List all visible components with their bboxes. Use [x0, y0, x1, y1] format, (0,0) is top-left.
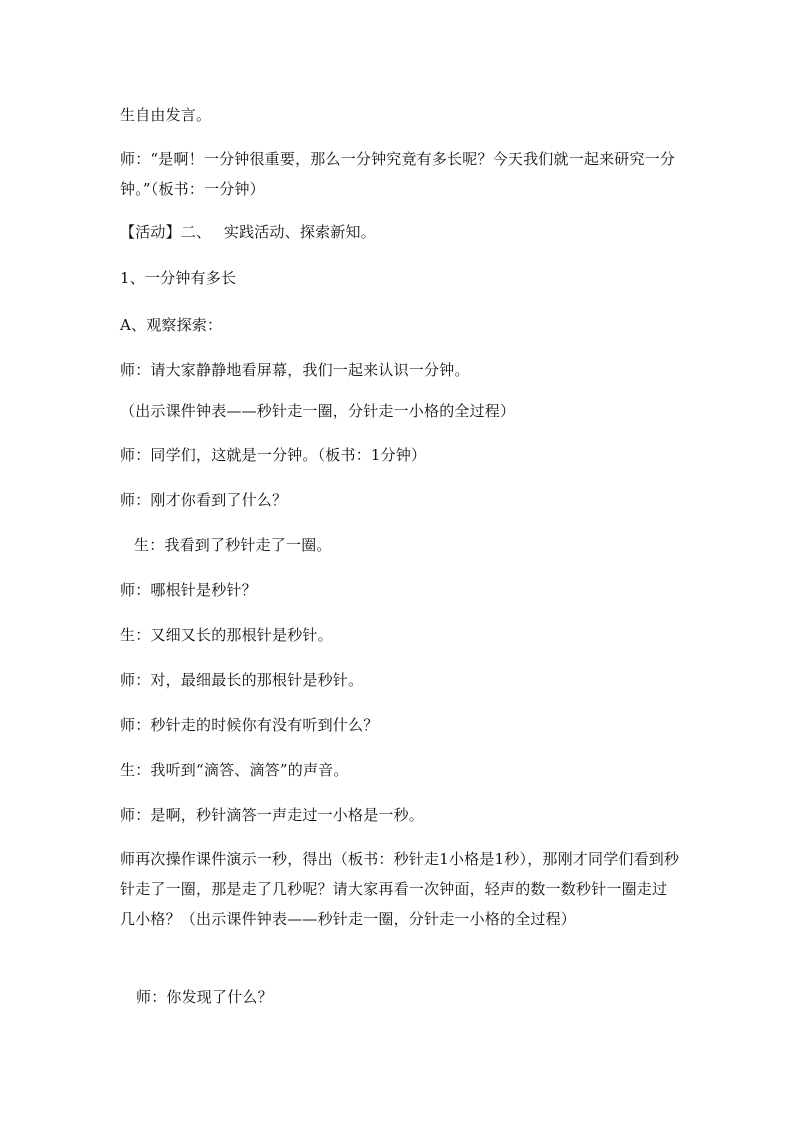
paragraph-4-subheading: 1、一分钟有多长 [120, 269, 237, 287]
paragraph-14: 师：秒针走的时候你有没有听到什么？ [120, 716, 379, 734]
paragraph-11: 师：哪根针是秒针？ [120, 581, 257, 599]
paragraph-1: 生自由发言。 [120, 106, 212, 124]
paragraph-6: 师：请大家静静地看屏幕，我们一起来认识一分钟。 [120, 361, 470, 379]
paragraph-18: 师：你发现了什么？ [136, 988, 273, 1006]
paragraph-12: 生：又细又长的那根针是秒针。 [120, 626, 333, 644]
paragraph-16: 师：是啊，秒针滴答一声走过一小格是一秒。 [120, 806, 425, 824]
paragraph-5: A、观察探索： [120, 316, 223, 334]
paragraph-8: 师：同学们，这就是一分钟。（板书：1分钟） [120, 446, 427, 464]
paragraph-13: 师：对，最细最长的那根针是秒针。 [120, 671, 364, 689]
paragraph-17: 师再次操作课件演示一秒，得出（板书：秒针走1小格是1秒），那刚才同学们看到秒针走了一圈，那是走了几秒呢？请大家再看一次钟面，轻声的数一数秒针一圈走过几小格？（出示课件钟表——秒针走一圈，分针走一小格的全过程） [120, 850, 680, 928]
paragraph-3-heading: 【活动】二、 实践活动、探索新知。 [120, 223, 376, 241]
paragraph-2: 师：“是啊！一分钟很重要，那么一分钟究竟有多长呢？今天我们就一起来研究一分钟。”（板书：一分钟） [120, 150, 676, 198]
paragraph-10: 生：我看到了秒针走了一圈。 [134, 536, 332, 554]
paragraph-15: 生：我听到“滴答、滴答”的声音。 [120, 761, 349, 779]
paragraph-7: （出示课件钟表——秒针走一圈，分针走一小格的全过程） [120, 402, 516, 420]
paragraph-9: 师：刚才你看到了什么？ [120, 491, 288, 509]
